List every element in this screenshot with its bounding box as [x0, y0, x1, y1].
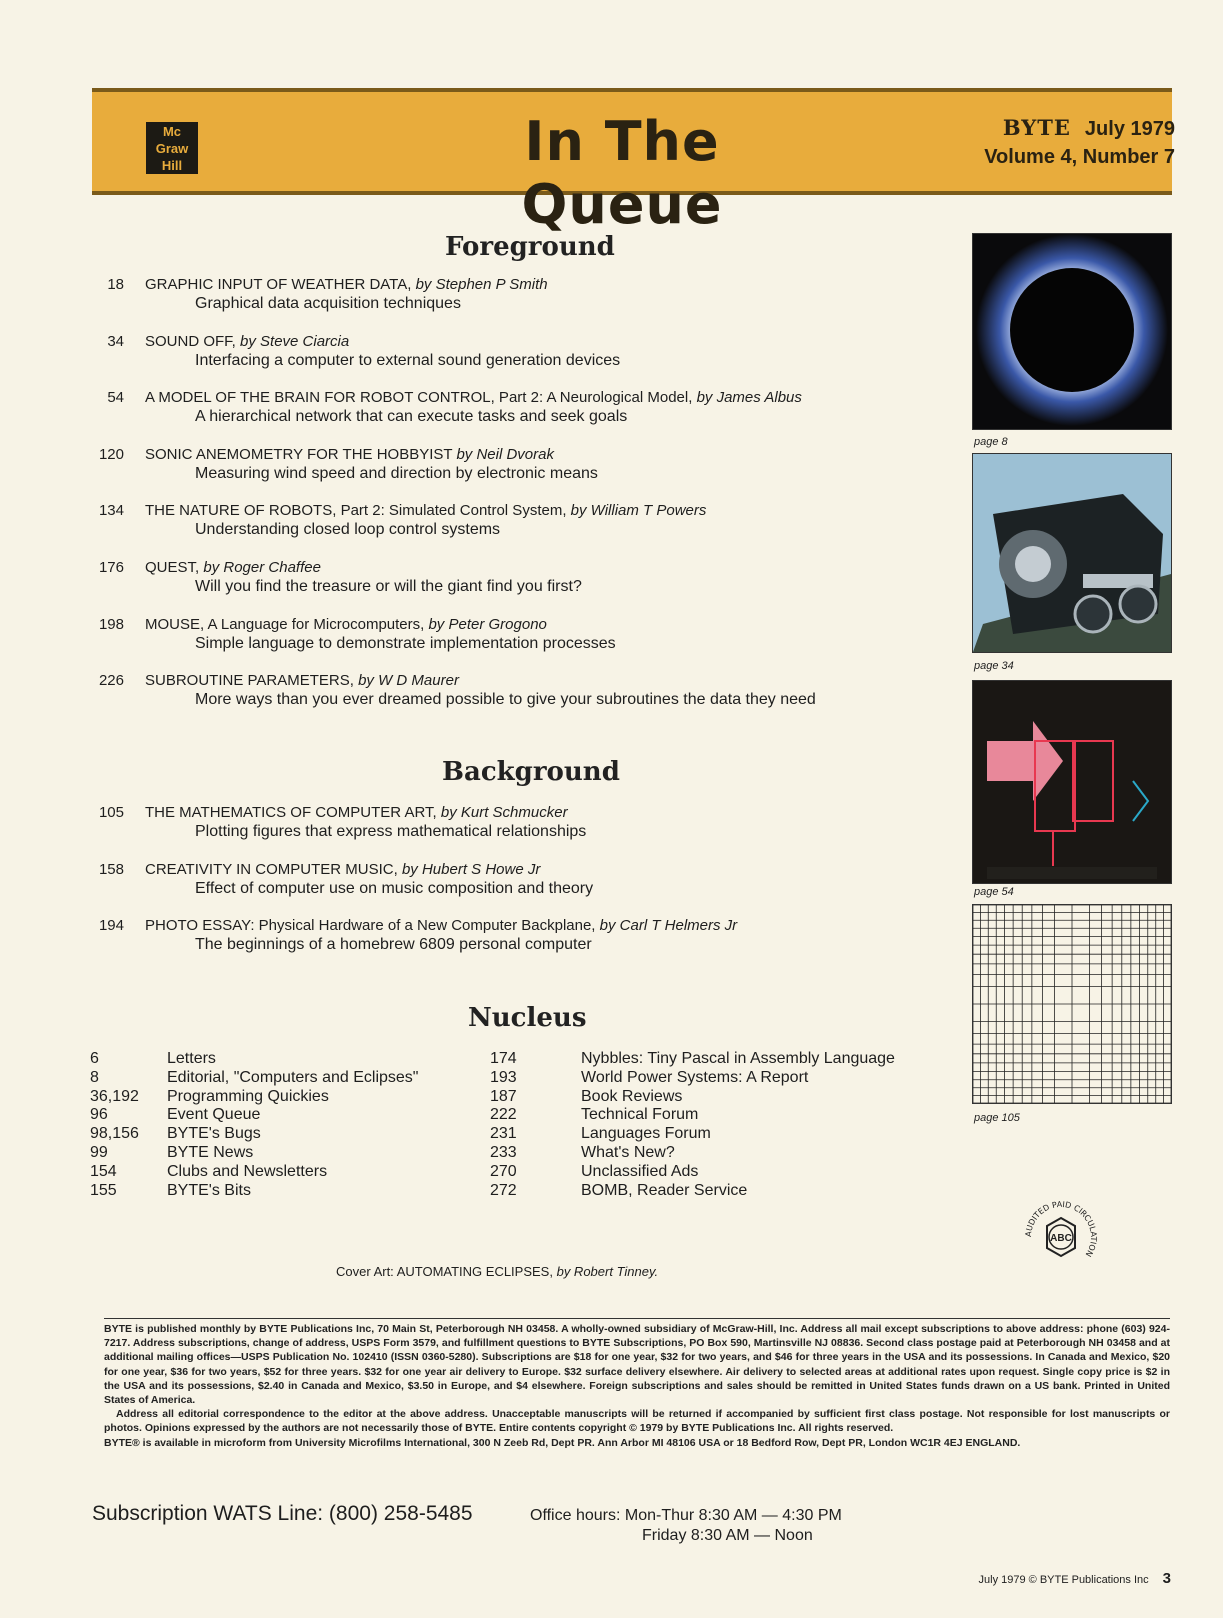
nucleus-right-column [490, 1050, 950, 1200]
nucleus-page: 154 [90, 1162, 117, 1180]
nucleus-left-column [90, 1050, 490, 1200]
background-heading: Background [442, 757, 620, 787]
issue-info [984, 114, 1175, 171]
toc-author: by William T Powers [570, 502, 707, 520]
nucleus-item [490, 1125, 950, 1144]
toc-page-number: 18 [107, 276, 124, 293]
eclipse-photo [972, 233, 1172, 430]
nucleus-label: Nybbles: Tiny Pascal in Assembly Language [581, 1050, 895, 1067]
nucleus-page: 187 [490, 1087, 517, 1105]
toc-description: A hierarchical network that can execute tasks and seek goals [195, 408, 628, 426]
toc-entry [90, 389, 950, 446]
toc-page-number: 134 [98, 502, 124, 520]
toc-title-text: A MODEL OF THE BRAIN FOR ROBOT CONTROL, Part 2: A Neurological Model, [145, 389, 693, 407]
toc-title-text: MOUSE, A Language for Microcomputers, [145, 615, 425, 633]
nucleus-item [90, 1125, 490, 1144]
toc-title [145, 861, 540, 878]
toc-description: Will you find the treasure or will the giant find you first? [195, 577, 582, 595]
toc-title-text: THE MATHEMATICS OF COMPUTER ART, [145, 804, 437, 821]
toc-title [145, 559, 321, 576]
toc-entry [90, 616, 950, 673]
toc-title-text: QUEST, [145, 558, 200, 576]
toc-title-text: CREATIVITY IN COMPUTER MUSIC, [145, 860, 398, 878]
cover-author: by Robert Tinney. [556, 1264, 659, 1279]
nucleus-item [490, 1144, 950, 1163]
nucleus-label: World Power Systems: A Report [581, 1068, 809, 1086]
photo-caption: page 8 [974, 436, 1008, 448]
toc-author: by Peter Grogono [428, 615, 547, 633]
office-hours [530, 1506, 842, 1546]
toc-entry [90, 672, 950, 729]
toc-page-number: 120 [98, 445, 124, 463]
toc-author: by James Albus [696, 389, 802, 407]
abc-text: ABC [1050, 1233, 1072, 1244]
nucleus-label: Programming Quickies [167, 1087, 329, 1105]
toc-author: by W D Maurer [358, 672, 459, 690]
abc-audit-badge [1022, 1198, 1100, 1276]
mcgraw-hill-logo [146, 122, 198, 174]
footer-text: July 1979 © BYTE Publications Inc [978, 1574, 1149, 1586]
nucleus-item [490, 1106, 950, 1125]
issue-volume: Volume 4, Number 7 [984, 146, 1175, 168]
nucleus-label: Letters [167, 1050, 216, 1067]
divider [104, 1318, 1170, 1319]
nucleus-page: 8 [90, 1068, 99, 1086]
nucleus-label: What's New? [581, 1143, 675, 1161]
toc-description: More ways than you ever dreamed possible to give your subroutines the data they need [195, 691, 816, 709]
page-footer [979, 1570, 1171, 1587]
toc-description: Plotting figures that express mathematical relationships [195, 823, 587, 840]
nucleus-item [490, 1182, 950, 1201]
cover-art-credit [336, 1264, 658, 1279]
logo-line: Graw [155, 141, 189, 156]
toc-entry [90, 861, 950, 918]
publication-notice [104, 1322, 1170, 1450]
toc-entry [90, 559, 950, 616]
nucleus-label: Technical Forum [581, 1106, 699, 1124]
toc-title [145, 389, 802, 406]
toc-author: by Kurt Schmucker [440, 804, 568, 821]
nucleus-item [90, 1050, 490, 1069]
nucleus-label: BYTE News [167, 1143, 254, 1161]
toc-description: Effect of computer use on music composition and theory [195, 879, 594, 897]
toc-description: Understanding closed loop control systems [195, 521, 501, 539]
toc-author: by Roger Chaffee [203, 558, 321, 576]
nucleus-page: 222 [490, 1106, 517, 1124]
nucleus-page: 155 [90, 1181, 117, 1199]
brain-diagram-photo [972, 680, 1172, 884]
nucleus-item [490, 1163, 950, 1182]
foreground-heading: Foreground [445, 232, 615, 262]
toc-page-number: 226 [98, 672, 124, 690]
nucleus-item [90, 1182, 490, 1201]
nucleus-heading: Nucleus [468, 1003, 587, 1033]
toc-title-text: GRAPHIC INPUT OF WEATHER DATA, [145, 276, 412, 293]
nucleus-item [90, 1144, 490, 1163]
byte-brand: BYTE [1002, 115, 1071, 140]
nucleus-label: Event Queue [167, 1106, 261, 1124]
toc-entry [90, 333, 950, 390]
photo-caption: page 105 [974, 1112, 1020, 1124]
nucleus-page: 96 [90, 1106, 108, 1124]
toc-entry [90, 502, 950, 559]
nucleus-item [490, 1069, 950, 1088]
nucleus-label: Clubs and Newsletters [167, 1162, 328, 1180]
nucleus-label: Editorial, "Computers and Eclipses" [167, 1068, 419, 1086]
toc-title-text: SUBROUTINE PARAMETERS, [145, 672, 354, 690]
photo-caption: page 34 [974, 660, 1014, 672]
toc-description: Graphical data acquisition techniques [195, 295, 461, 312]
office-hours-line2: Friday 8:30 AM — Noon [642, 1527, 813, 1544]
nucleus-page: 231 [490, 1125, 517, 1143]
notice-paragraph: BYTE® is available in microform from University Microfilms International, 300 N Zeeb Rd, Dept PR. Ann Arbor MI 48106 USA or 18 Bedford Row, Dept PR, London WC1R 4EJ ENGLAND. [104, 1436, 1021, 1449]
nucleus-page: 98,156 [90, 1125, 139, 1143]
toc-author: by Hubert S Howe Jr [401, 860, 541, 878]
toc-description: Interfacing a computer to external sound generation devices [195, 351, 621, 369]
toc-description: Simple language to demonstrate implementation processes [195, 634, 616, 652]
toc-page-number: 198 [98, 615, 124, 633]
toc-page-number: 158 [98, 860, 124, 878]
toc-page-number: 34 [107, 332, 124, 350]
nucleus-page: 193 [490, 1068, 517, 1086]
locomotive-photo [972, 453, 1172, 653]
toc-author: by Neil Dvorak [456, 445, 554, 463]
toc-page-number: 176 [98, 558, 124, 576]
toc-title [145, 616, 547, 633]
nucleus-page: 99 [90, 1143, 108, 1161]
photo-caption: page 54 [974, 886, 1014, 898]
foreground-list [90, 276, 950, 729]
cover-label: Cover Art: AUTOMATING ECLIPSES, [336, 1264, 553, 1279]
toc-entry [90, 917, 950, 974]
toc-description: The beginnings of a homebrew 6809 personal computer [195, 936, 592, 954]
header-banner [92, 88, 1175, 236]
toc-entry [90, 276, 950, 333]
notice-paragraph: Address all editorial correspondence to the editor at the above address. Unacceptable manuscripts will be returned if accompanied by sufficient first class postage. Not responsible for lost manuscripts or photos. Opinions expressed by the authors are not necessarily those of BYTE. Entire contents copyright © 1979 by BYTE Publications Inc. All rights reserved. [104, 1408, 1170, 1435]
toc-title-text: SONIC ANEMOMETRY FOR THE HOBBYIST [145, 445, 453, 463]
toc-author: by Stephen P Smith [415, 276, 548, 293]
nucleus-page: 233 [490, 1143, 517, 1161]
nucleus-item [90, 1106, 490, 1125]
nucleus-item [90, 1163, 490, 1182]
nucleus-label: Languages Forum [581, 1125, 711, 1143]
toc-author: by Steve Ciarcia [240, 332, 350, 350]
toc-title [145, 502, 706, 519]
nucleus-label: Unclassified Ads [581, 1162, 699, 1180]
nucleus-label: BYTE's Bugs [167, 1125, 261, 1143]
toc-description: Measuring wind speed and direction by electronic means [195, 464, 598, 482]
background-list [90, 804, 950, 974]
nucleus-label: BOMB, Reader Service [581, 1181, 748, 1199]
nucleus-item [490, 1050, 950, 1069]
toc-title [145, 672, 459, 689]
issue-date: July 1979 [1084, 118, 1175, 140]
toc-title [145, 333, 349, 350]
toc-title-text: PHOTO ESSAY: Physical Hardware of a New Computer Backplane, [145, 917, 596, 935]
toc-entry [90, 446, 950, 503]
toc-entry [90, 804, 950, 861]
nucleus-page: 174 [490, 1050, 517, 1067]
computer-art-photo [972, 904, 1172, 1104]
toc-page-number: 54 [107, 389, 124, 407]
notice-paragraph: BYTE is published monthly by BYTE Publications Inc, 70 Main St, Peterborough NH 03458. A wholly-owned subsidiary of McGraw-Hill, Inc. Address all mail except subscriptions to above address: phone (603) 924-7217. Address subscriptions, change of address, USPS Form 3579, and fulfillment questions to BYTE Subscriptions, PO Box 590, Martinsville NJ 08836. Second class postage paid at Peterborough NH 03458 and at additional mailing offices—USPS Publication No. 102410 (ISSN 0360-5280). Subscriptions are $18 for one year, $32 for two years, and $46 for three years in the USA and its possessions. In Canada and Mexico, $20 for one year, $36 for two years, $52 for three years. $32 for one year air delivery to Europe. $32 surface delivery elsewhere. Air delivery to selected areas at additional rates upon request. Single copy price is $2 in the USA and its possessions, $2.40 in Canada and Mexico, $3.50 in Europe, and $4 elsewhere. Foreign subscriptions and sales should be remitted in United States funds drawn on a US bank. Printed in United States of America. [104, 1323, 1170, 1407]
toc-title [145, 917, 737, 934]
toc-title [145, 446, 554, 463]
nucleus-page: 36,192 [90, 1087, 139, 1105]
nucleus-page: 6 [90, 1050, 99, 1067]
nucleus-item [490, 1088, 950, 1107]
page-number: 3 [1162, 1570, 1171, 1587]
nucleus-label: Book Reviews [581, 1087, 683, 1105]
subscription-line: Subscription WATS Line: (800) 258-5485 [92, 1502, 473, 1525]
nucleus-item [90, 1088, 490, 1107]
toc-title [145, 276, 548, 293]
toc-title-text: SOUND OFF, [145, 332, 236, 350]
logo-line: Mc [162, 124, 182, 139]
abc-ring-text: AUDITED PAID CIRCULATION [1023, 1199, 1099, 1259]
toc-author: by Carl T Helmers Jr [599, 917, 738, 935]
nucleus-page: 272 [490, 1181, 517, 1199]
office-hours-line1: Office hours: Mon-Thur 8:30 AM — 4:30 PM [530, 1507, 842, 1524]
nucleus-label: BYTE's Bits [167, 1181, 251, 1199]
toc-title-text: THE NATURE OF ROBOTS, Part 2: Simulated Control System, [145, 502, 567, 520]
nucleus-page: 270 [490, 1162, 517, 1180]
toc-page-number: 105 [98, 804, 124, 821]
toc-page-number: 194 [98, 917, 124, 935]
toc-title [145, 804, 568, 821]
nucleus-item [90, 1069, 490, 1088]
masthead-title: In The Queue [521, 110, 723, 236]
logo-line: Hill [161, 158, 183, 173]
